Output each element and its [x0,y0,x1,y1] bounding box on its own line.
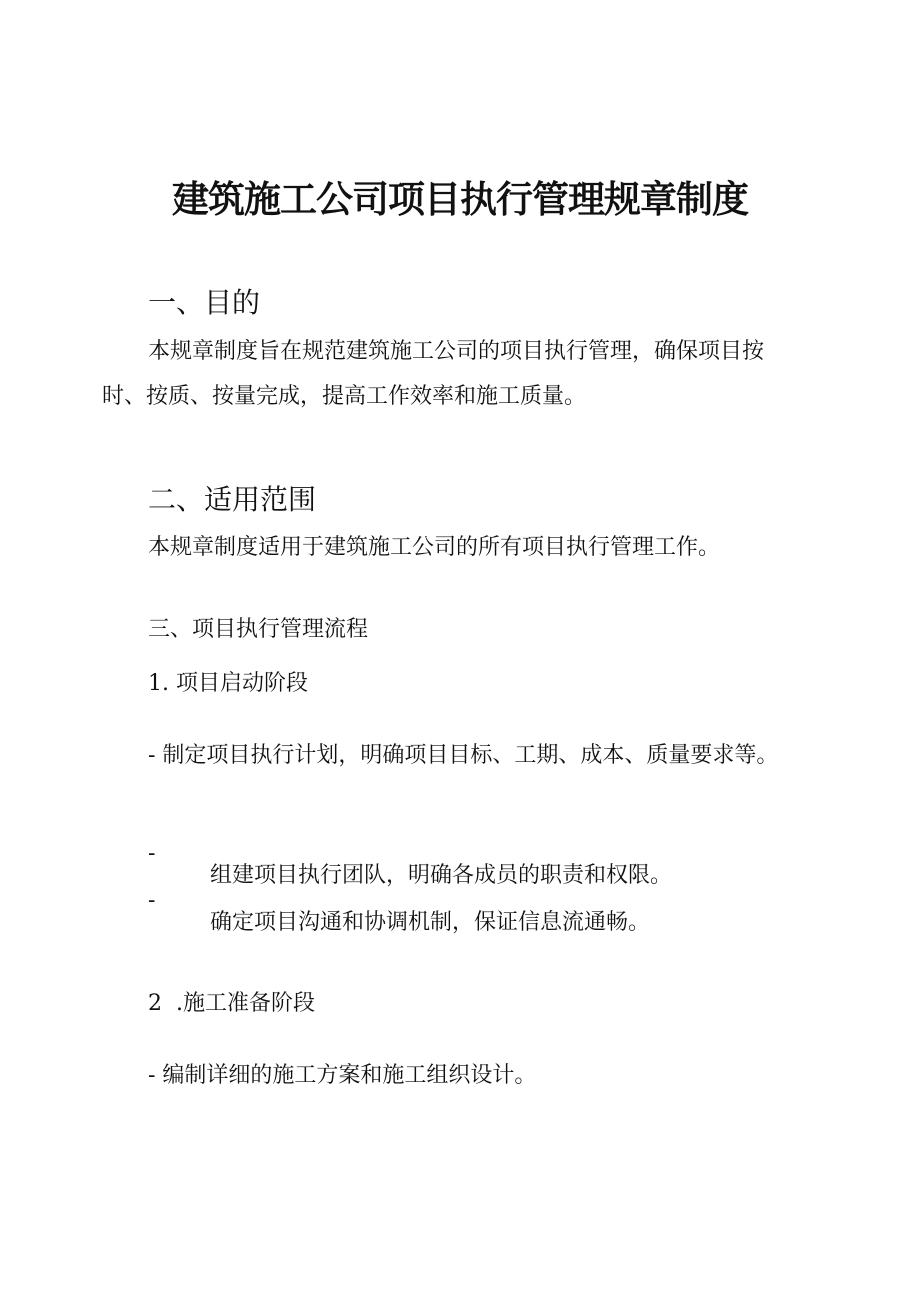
list-item-construction-plan: - 编制详细的施工方案和施工组织设计。 [148,1063,537,1088]
section-body-purpose: 本规章制度旨在规范建筑施工公司的项目执行管理，确保项目按时、按质、按量完成，提高工作效率和施工质量。 [102,339,765,409]
section-heading-process: 三、项目执行管理流程 [148,617,369,642]
list-item-plan: - 制定项目执行计划，明确项目目标、工期、成本、质量要求等。 [148,743,779,768]
stage-title-preparation: 2 .施工准备阶段 [148,991,315,1016]
list-item-dash: - [148,841,156,866]
section-heading-purpose: 一、目的 [148,286,261,319]
section-heading-scope: 二、适用范围 [148,483,317,516]
section-body-scope: 本规章制度适用于建筑施工公司的所有项目执行管理工作。 [148,535,721,560]
list-item-dash: - [148,888,156,913]
list-item-team: 组建项目执行团队，明确各成员的职责和权限。 [210,863,673,888]
document-title: 建筑施工公司项目执行管理规章制度 [172,178,748,221]
list-item-communication: 确定项目沟通和协调机制，保证信息流通畅。 [210,910,651,935]
stage-title-startup: 1. 项目启动阶段 [148,671,308,696]
